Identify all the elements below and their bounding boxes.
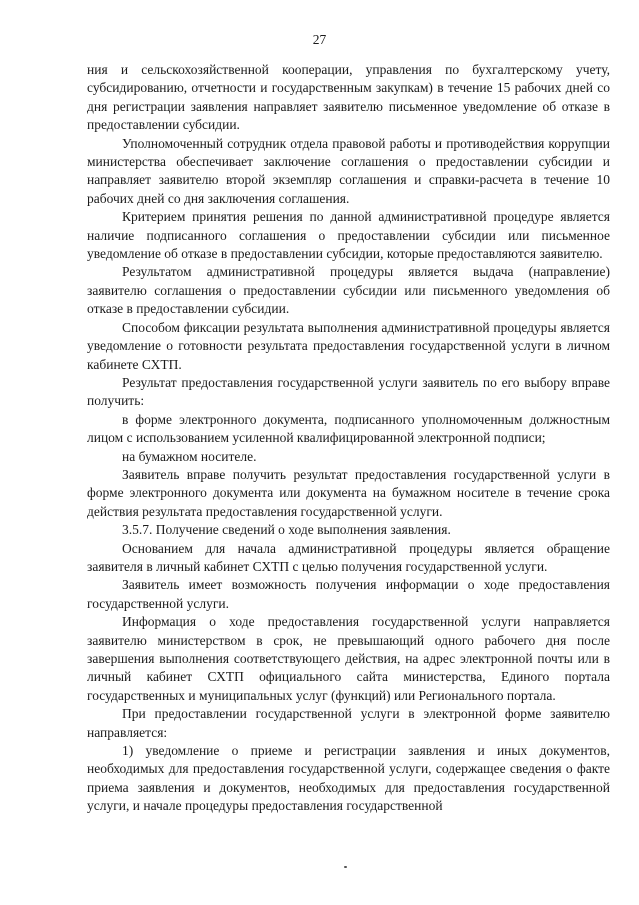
paragraph: Информация о ходе предоставления государственной услуги направляется заявителю министерством в срок, не превышающий одного рабочего дня после завершения выполнения соответствующего действия, на адрес электронной почты или в личный кабинет СХТП официального сайта министерства, Единого портала государственных и муниципальных услуг (функций) или Регионального портала. — [87, 614, 610, 703]
paragraph: Уполномоченный сотрудник отдела правовой работы и противодействия коррупции министерства обеспечивает заключение соглашения о предоставлении субсидии и направляет заявителю второй экземпляр соглашения и справки-расчета в течение 10 рабочих дней со дня заключения соглашения. — [87, 135, 610, 206]
paragraph: на бумажном носителе. — [122, 448, 257, 464]
paragraph: в форме электронного документа, подписанного уполномоченным должностным лицом с использованием усиленной квалифицированной электронной подписи; — [87, 411, 610, 446]
paragraph: ния и сельскохозяйственной кооперации, управления по бухгалтерскому учету, субсидированию, отчетности и государственным закупкам) в течение 15 рабочих дней со дня регистрации заявления направляет заявителю письменное уведомление об отказе в предоставлении субсидии. — [87, 62, 610, 133]
page-body — [87, 61, 610, 816]
paragraph: Результат предоставления государственной услуги заявитель по его выбору вправе получить: — [87, 374, 610, 409]
paragraph: Способом фиксации результата выполнения административной процедуры является уведомление о готовности результата предоставления государственной услуги в личном кабинете СХТП. — [87, 319, 610, 372]
paragraph: Критерием принятия решения по данной административной процедуре является наличие подписанного соглашения о предоставлении субсидии или письменное уведомление об отказе в предоставлении субсидии, которые предоставляются заявителю. — [87, 209, 610, 262]
section-heading: 3.5.7. Получение сведений о ходе выполнения заявления. — [122, 522, 451, 538]
paragraph: Заявитель имеет возможность получения информации о ходе предоставления государственной услуги. — [87, 577, 610, 611]
paragraph: Результатом административной процедуры является выдача (направление) заявителю соглашения о предоставлении субсидии или письменного уведомления об отказе в предоставлении субсидии. — [87, 264, 610, 317]
paragraph: Заявитель вправе получить результат предоставления государственной услуги в форме электронного документа или документа на бумажном носителе в течение срока действия результата предоставления государственной услуги. — [87, 466, 610, 519]
scan-speck — [344, 866, 347, 868]
page-number: 27 — [312, 32, 327, 47]
paragraph: Основанием для начала административной процедуры является обращение заявителя в личный кабинет СХТП с целью получения государственной услуги. — [87, 540, 610, 574]
paragraph: При предоставлении государственной услуги в электронной форме заявителю направляется: — [87, 706, 610, 740]
list-item: 1) уведомление о приеме и регистрации заявления и иных документов, необходимых для предоставления государственной услуги, содержащее сведения о факте приема заявления и документов, необходимых для предоставления государственной услуги, и начале процедуры предоставления государственной — [87, 743, 610, 814]
